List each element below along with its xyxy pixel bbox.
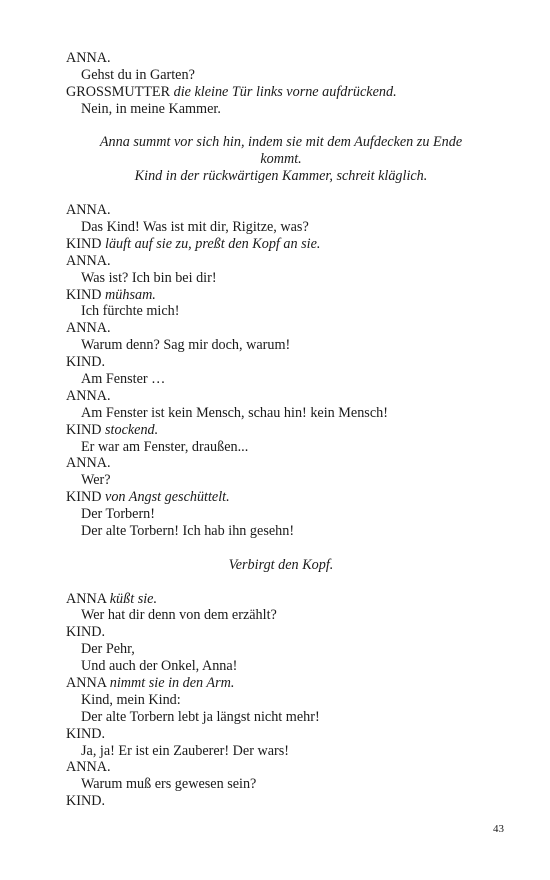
spacer <box>66 185 496 202</box>
play-text <box>66 50 496 810</box>
speaker-line <box>66 675 496 692</box>
stage-direction-inline: stockend. <box>105 421 159 438</box>
stage-direction-line: kommt. <box>260 151 302 168</box>
speaker-label: KIND <box>66 235 102 252</box>
speech-line: Ja, ja! Er ist ein Zauberer! Der wars! <box>81 742 289 759</box>
speech-line: Ich fürchte mich! <box>81 303 180 320</box>
speech-line: Gehst du in Garten? <box>81 66 195 83</box>
speaker-label: GROSSMUTTER <box>66 83 171 100</box>
speech-line: Am Fenster … <box>81 370 166 387</box>
speech-line: Warum muß ers gewesen sein? <box>81 776 257 793</box>
speaker-label: KIND. <box>66 624 106 641</box>
speaker-line <box>66 793 496 810</box>
stage-direction-inline: küßt sie. <box>109 590 158 607</box>
speech-line: Der Torbern! <box>81 506 155 523</box>
speaker-line <box>66 489 496 506</box>
stage-direction-line: Kind in der rückwärtigen Kammer, schreit kläglich. <box>134 168 428 185</box>
speaker-label: KIND <box>66 489 102 506</box>
speech-line: Der alte Torbern! Ich hab ihn gesehn! <box>81 522 295 539</box>
speaker-label: ANNA <box>66 675 107 692</box>
spacer <box>66 540 496 557</box>
speech-line: Der alte Torbern lebt ja längst nicht mehr! <box>81 708 320 725</box>
speech-line: Was ist? Ich bin bei dir! <box>81 269 217 286</box>
speaker-line <box>66 253 496 270</box>
speech-line: Und auch der Onkel, Anna! <box>81 658 238 675</box>
speaker-label: ANNA. <box>66 759 111 776</box>
speech-line: Er war am Fenster, draußen... <box>81 438 249 455</box>
speaker-label: ANNA. <box>66 455 111 472</box>
stage-direction-inline: die kleine Tür links vorne aufdrückend. <box>173 83 397 100</box>
speaker-label: ANNA. <box>66 320 111 337</box>
stage-direction-inline: mühsam. <box>105 286 156 303</box>
speaker-line <box>66 320 496 337</box>
speaker-label: ANNA. <box>66 387 111 404</box>
speech-line: Kind, mein Kind: <box>81 691 181 708</box>
stage-direction-line: Verbirgt den Kopf. <box>228 556 334 573</box>
speaker-label: KIND. <box>66 354 106 371</box>
speech-line: Am Fenster ist kein Mensch, schau hin! kein Mensch! <box>81 404 388 421</box>
stage-direction-block <box>66 134 496 185</box>
speaker-label: ANNA. <box>66 50 111 66</box>
speaker-label: KIND <box>66 286 102 303</box>
stage-direction-inline: nimmt sie in den Arm. <box>109 675 235 692</box>
speech-line: Nein, in meine Kammer. <box>81 100 221 117</box>
spacer <box>66 574 496 591</box>
speech-line: Der Pehr, <box>81 641 135 658</box>
speaker-line <box>66 726 496 743</box>
speech-line: Wer hat dir denn von dem erzählt? <box>81 607 277 624</box>
speaker-line <box>66 759 496 776</box>
stage-direction-line: Anna summt vor sich hin, indem sie mit dem Aufdecken zu Ende <box>99 134 463 151</box>
speaker-line <box>66 236 496 253</box>
stage-direction-inline: läuft auf sie zu, preßt den Kopf an sie. <box>105 235 321 252</box>
stage-direction-block <box>66 557 496 574</box>
speaker-label: ANNA. <box>66 252 111 269</box>
speech-line: Wer? <box>81 472 111 489</box>
speaker-label: KIND <box>66 421 102 438</box>
speech-line: Warum denn? Sag mir doch, warum! <box>81 337 291 354</box>
speaker-line <box>66 591 496 608</box>
speaker-line <box>66 354 496 371</box>
speaker-line <box>66 624 496 641</box>
spacer <box>66 118 496 135</box>
speaker-label: KIND. <box>66 725 106 742</box>
speaker-line <box>66 422 496 439</box>
speaker-label: ANNA <box>66 590 107 607</box>
speaker-with-direction <box>66 84 496 101</box>
speaker-label: ANNA. <box>66 202 111 219</box>
speaker-line <box>66 388 496 405</box>
speaker-line <box>66 202 496 219</box>
speaker-line <box>66 455 496 472</box>
stage-direction-inline: von Angst geschüttelt. <box>105 489 230 506</box>
page-number: 43 <box>493 823 504 835</box>
dialogue-block <box>66 591 496 811</box>
dialogue-block <box>66 202 496 540</box>
speech-line: Das Kind! Was ist mit dir, Rigitze, was? <box>81 218 309 235</box>
speaker-label: KIND. <box>66 793 106 810</box>
speaker-line <box>66 287 496 304</box>
